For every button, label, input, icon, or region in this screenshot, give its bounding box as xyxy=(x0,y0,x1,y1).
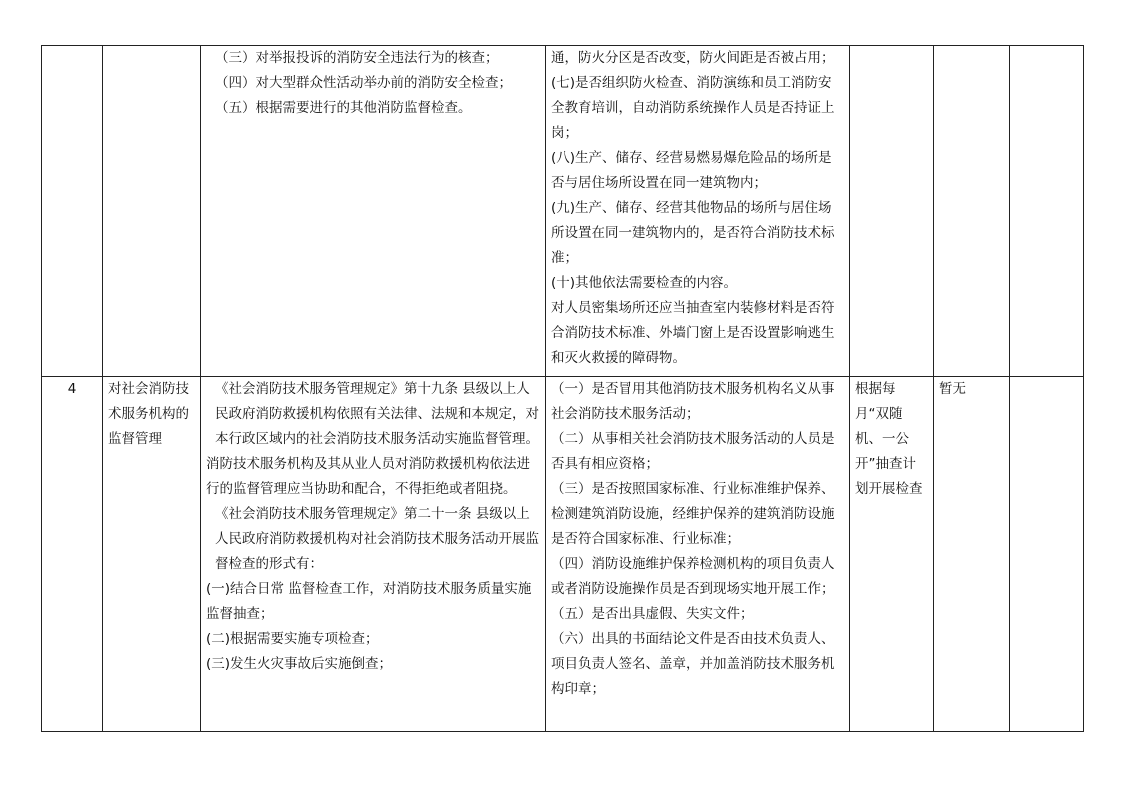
extra-cell xyxy=(1010,377,1084,732)
basis-line: （三）对举报投诉的消防安全违法行为的核查； xyxy=(215,50,499,66)
content-line: (八)生产、储存、经营易燃易爆危险品的场所是否与居住场所设置在同一建筑物内； xyxy=(551,150,832,191)
table-row xyxy=(42,377,1084,732)
content-line: （四）消防设施维护保养检测机构的项目负责人或者消防设施操作员是否到现场实地开展工作； xyxy=(551,556,835,597)
content-line: 对人员密集场所还应当抽查室内装修材料是否符合消防技术标准、外墙门窗上是否设置影响逃生和灭火救援的障碍物。 xyxy=(551,300,835,366)
content-line: （六）出具的书面结论文件是否由技术负责人、项目负责人签名、盖章，并加盖消防技术服务机构印章； xyxy=(551,631,835,697)
extra-cell xyxy=(1010,46,1084,377)
content-line: (七)是否组织防火检查、消防演练和员工消防安全教育培训，自动消防系统操作人员是否持证上岗； xyxy=(551,75,835,141)
content-line: （一）是否冒用其他消防技术服务机构名义从事社会消防技术服务活动； xyxy=(551,381,835,422)
basis-line: (二)根据需要实施专项检查； xyxy=(206,631,379,647)
supervision-table xyxy=(41,45,1084,732)
inspection-content-cell xyxy=(546,46,850,377)
content-line: （五）是否出具虚假、失实文件； xyxy=(551,606,754,622)
basis-line: （四）对大型群众性活动举办前的消防安全检查； xyxy=(215,75,512,91)
content-line: (九)生产、储存、经营其他物品的场所与居住场所设置在同一建筑物内的，是否符合消防技术标准； xyxy=(551,200,835,266)
content-line: 通，防火分区是否改变，防火间距是否被占用； xyxy=(551,50,835,66)
content-line: (十)其他依法需要检查的内容。 xyxy=(551,275,738,291)
inspection-method xyxy=(850,46,934,377)
inspection-method: 根据每月“双随机、一公开”抽查计划开展检查 xyxy=(850,377,934,732)
legal-basis-cell xyxy=(201,46,546,377)
legal-basis-cell xyxy=(201,377,546,732)
inspection-content-cell xyxy=(546,377,850,732)
content-line: （二）从事相关社会消防技术服务活动的人员是否具有相应资格； xyxy=(551,431,835,472)
basis-line: 《社会消防技术服务管理规定》第二十一条 县级以上人民政府消防救援机构对社会消防技术服务活动开展监督检查的形式有： xyxy=(215,506,539,572)
remark-cell xyxy=(934,46,1010,377)
basis-line: 《社会消防技术服务管理规定》第十九条 县级以上人民政府消防救援机构依照有关法律、法规和本规定，对本行政区域内的社会消防技术服务活动实施监督管理。 xyxy=(215,381,539,447)
basis-line: 消防技术服务机构及其从业人员对消防救援机构依法进行的监督管理应当协助和配合，不得拒绝或者阻挠。 xyxy=(206,456,530,497)
table-row xyxy=(42,46,1084,377)
remark-cell: 暂无 xyxy=(934,377,1010,732)
basis-line: （五）根据需要进行的其他消防监督检查。 xyxy=(215,100,472,116)
basis-line: (三)发生火灾事故后实施倒查； xyxy=(206,656,393,672)
basis-line: (一)结合日常 监督检查工作，对消防技术服务质量实施监督抽查； xyxy=(206,581,532,622)
inspection-item xyxy=(103,46,201,377)
inspection-item: 对社会消防技术服务机构的监督管理 xyxy=(103,377,201,732)
row-number xyxy=(42,46,103,377)
content-line: （三）是否按照国家标准、行业标准维护保养、检测建筑消防设施，经维护保养的建筑消防设施是否符合国家标准、行业标准； xyxy=(551,481,835,547)
row-number: 4 xyxy=(42,377,103,732)
